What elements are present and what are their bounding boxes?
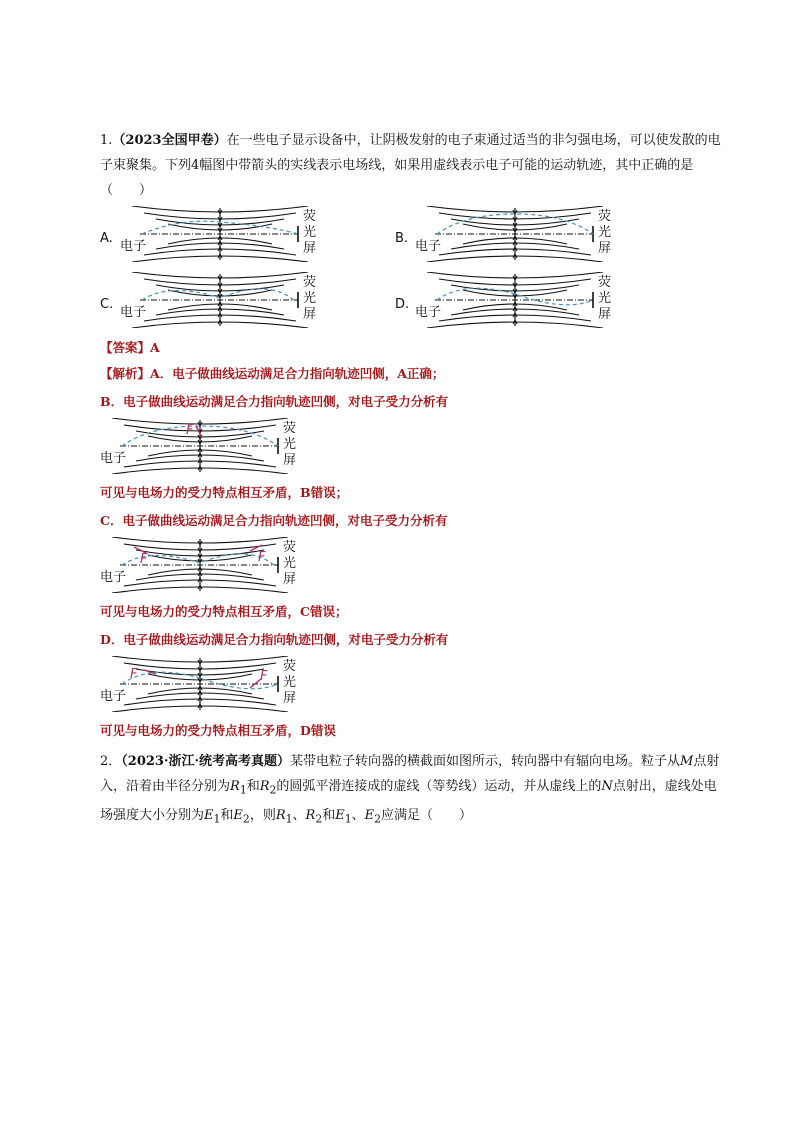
- q1-answer: 【答案】A: [100, 340, 160, 355]
- analysis-b-figure: [100, 418, 300, 474]
- screen-label: 屏: [598, 307, 612, 322]
- electron-label: 电子: [120, 239, 147, 254]
- screen-label: 屏: [303, 241, 317, 256]
- option-b-figure: [395, 206, 645, 262]
- electron-label: 电子: [100, 689, 127, 704]
- screen-label: 光: [283, 675, 297, 690]
- electron-label: 电子: [120, 305, 147, 320]
- electron-label: 电子: [415, 305, 442, 320]
- screen-label: 荧: [598, 275, 612, 290]
- q1-source: （2023全国甲卷）: [112, 133, 227, 148]
- screen-label: 光: [283, 556, 297, 571]
- q1-stem: [100, 128, 722, 203]
- screen-label: 屏: [283, 572, 297, 587]
- analysis-c: C．电子做曲线运动满足合力指向轨迹凹侧，对电子受力分析有: [100, 513, 448, 528]
- screen-label: 光: [598, 291, 612, 306]
- electron-label: 电子: [415, 239, 442, 254]
- force-label: F: [258, 550, 266, 565]
- screen-label: 光: [598, 225, 612, 240]
- screen-label: 光: [303, 291, 317, 306]
- electron-label: 电子: [100, 451, 127, 466]
- analysis-d-conclusion: 可见与电场力的受力特点相互矛盾，D错误: [100, 723, 336, 738]
- screen-label: 光: [283, 437, 297, 452]
- screen-label: 屏: [598, 241, 612, 256]
- electron-label: 电子: [100, 570, 127, 585]
- screen-label: 荧: [283, 659, 297, 674]
- option-d-figure: [395, 272, 645, 328]
- screen-label: 屏: [283, 691, 297, 706]
- screen-label: 荧: [283, 540, 297, 555]
- analysis-b-conclusion: 可见与电场力的受力特点相互矛盾，B错误；: [100, 485, 349, 500]
- option-label: C.: [100, 297, 114, 312]
- force-label: F: [260, 669, 268, 684]
- analysis-a: 【解析】A．电子做曲线运动满足合力指向轨迹凹侧，A正确；: [100, 366, 445, 381]
- screen-label: 荧: [598, 209, 612, 224]
- analysis-d-figure: [100, 656, 300, 712]
- option-label: D.: [395, 297, 410, 312]
- option-label: A.: [100, 231, 113, 246]
- q2-source: （2023·浙江·统考高考真题）: [121, 754, 291, 769]
- force-label: F: [186, 423, 194, 438]
- q2-number: 2．: [100, 754, 122, 769]
- analysis-d: D．电子做曲线运动满足合力指向轨迹凹侧，对电子受力分析有: [100, 632, 449, 647]
- analysis-c-conclusion: 可见与电场力的受力特点相互矛盾，C错误；: [100, 604, 348, 619]
- q1-number: 1.: [100, 133, 113, 148]
- option-c-figure: [100, 272, 350, 328]
- answer-value: A: [150, 340, 160, 355]
- force-label: F: [130, 667, 138, 682]
- screen-label: 荧: [303, 209, 317, 224]
- q1-stem-text: 在一些电子显示设备中，让阴极发射的电子束通过适当的非匀强电场，可以使发散的电子束聚集。下列4幅图中带箭头的实线表示电场线，如果用虚线表示电子可能的运动轨迹，其中正确的是（ ）: [100, 133, 721, 198]
- analysis-b: B．电子做曲线运动满足合力指向轨迹凹侧，对电子受力分析有: [100, 394, 449, 409]
- screen-label: 荧: [303, 275, 317, 290]
- screen-label: 荧: [283, 421, 297, 436]
- screen-label: 光: [303, 225, 317, 240]
- analysis-c-figure: [100, 537, 300, 593]
- screen-label: 屏: [283, 453, 297, 468]
- option-label: B.: [395, 231, 409, 246]
- force-label: F: [140, 552, 148, 567]
- option-a-figure: [100, 206, 350, 262]
- screen-label: 屏: [303, 307, 317, 322]
- q2-stem: 2．（2023·浙江·统考高考真题）某带电粒子转向器的横截面如图所示，转向器中有辐向电场。粒子从M点射入，沿着由半径分别为$R_1$和$R_2$的圆弧平滑连接成的虚线（等势线）运动，并从虚线上的N点射出，虚线处电场强度大小分别为$E_1$和$E_2$，则$R_1$、$R_2$和$E_1$、$E_2$应满足（ ）: [100, 754, 720, 826]
